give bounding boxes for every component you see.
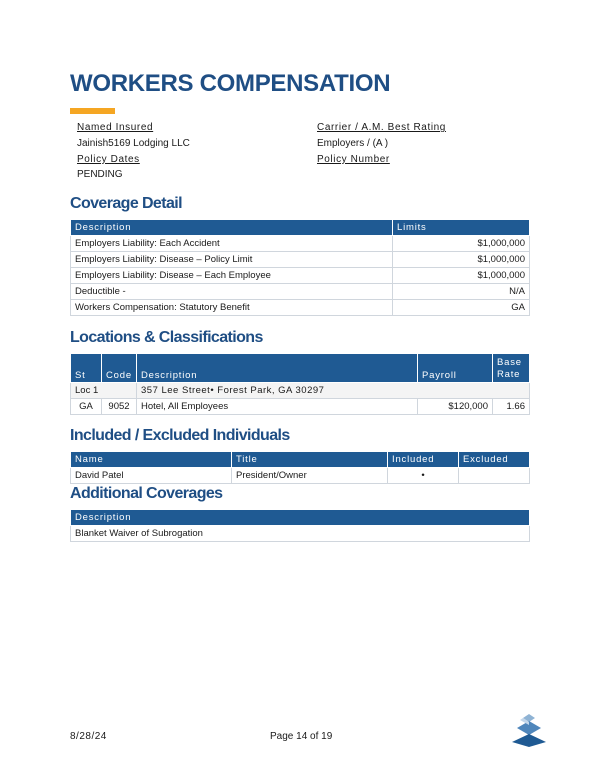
individual-excluded-cell [459, 468, 530, 484]
location-address-cell: 357 Lee Street• Forest Park, GA 30297 [137, 383, 530, 399]
coverage-description-cell: Employers Liability: Each Accident [71, 236, 393, 252]
coverage-limit-cell: $1,000,000 [393, 268, 530, 284]
class-base-rate-cell: 1.66 [493, 399, 530, 415]
policy-number-label: Policy Number [317, 154, 390, 165]
table-row [71, 236, 530, 252]
named-insured-label: Named Insured [77, 122, 154, 133]
coverage-header-row [71, 220, 530, 236]
title-accent-bar [70, 108, 115, 114]
table-row [71, 284, 530, 300]
individuals-header-row [71, 452, 530, 468]
coverage-detail-table [70, 219, 530, 316]
policy-dates-label: Policy Dates [77, 154, 140, 165]
table-row [71, 526, 530, 542]
class-payroll-cell: $120,000 [418, 399, 493, 415]
locations-payroll-header: Payroll [418, 354, 493, 383]
locations-description-header: Description [137, 354, 418, 383]
page-title: WORKERS COMPENSATION [70, 70, 391, 97]
individuals-title-header: Title [232, 452, 388, 468]
locations-title: Locations & Classifications [70, 329, 263, 346]
additional-description-header: Description [71, 510, 530, 526]
individual-name-cell: David Patel [71, 468, 232, 484]
individual-included-cell: • [388, 468, 459, 484]
footer-page-number: Page 14 of 19 [270, 731, 333, 742]
locations-code-header: Code [102, 354, 137, 383]
individuals-name-header: Name [71, 452, 232, 468]
coverage-limit-cell: $1,000,000 [393, 236, 530, 252]
footer-date: 8/28/24 [70, 731, 107, 742]
coverage-description-cell: Employers Liability: Disease – Policy Limit [71, 252, 393, 268]
table-row [71, 468, 530, 484]
location-row [71, 383, 530, 399]
additional-description-cell: Blanket Waiver of Subrogation [71, 526, 530, 542]
coverage-description-cell: Deductible - [71, 284, 393, 300]
table-row [71, 399, 530, 415]
locations-table [70, 353, 530, 415]
coverage-description-cell: Employers Liability: Disease – Each Employee [71, 268, 393, 284]
individuals-included-header: Included [388, 452, 459, 468]
additional-coverages-title: Additional Coverages [70, 485, 223, 502]
base-rate-header-line-1: Base [497, 357, 522, 368]
individuals-table [70, 451, 530, 484]
individuals-excluded-header: Excluded [459, 452, 530, 468]
coverage-limit-cell: GA [393, 300, 530, 316]
coverage-limit-cell: $1,000,000 [393, 252, 530, 268]
locations-base-rate-header [493, 354, 530, 383]
stacked-layers-logo-icon [510, 712, 548, 748]
table-row [71, 300, 530, 316]
base-rate-header-line-2: Rate [497, 369, 521, 380]
table-row [71, 268, 530, 284]
locations-st-header: St [71, 354, 102, 383]
policy-dates-value: PENDING [77, 169, 123, 180]
location-label-cell: Loc 1 [71, 383, 137, 399]
carrier-value: Employers / (A ) [317, 138, 389, 149]
additional-coverages-table [70, 509, 530, 542]
coverage-detail-title: Coverage Detail [70, 195, 182, 212]
coverage-limits-header: Limits [393, 220, 530, 236]
named-insured-value: Jainish5169 Lodging LLC [77, 138, 190, 149]
carrier-label: Carrier / A.M. Best Rating [317, 122, 446, 133]
coverage-limit-cell: N/A [393, 284, 530, 300]
class-st-cell: GA [71, 399, 102, 415]
class-code-cell: 9052 [102, 399, 137, 415]
table-row [71, 252, 530, 268]
coverage-description-header: Description [71, 220, 393, 236]
locations-header-row [71, 354, 530, 383]
coverage-description-cell: Workers Compensation: Statutory Benefit [71, 300, 393, 316]
individuals-title: Included / Excluded Individuals [70, 427, 290, 444]
additional-header-row [71, 510, 530, 526]
class-description-cell: Hotel, All Employees [137, 399, 418, 415]
individual-title-cell: President/Owner [232, 468, 388, 484]
